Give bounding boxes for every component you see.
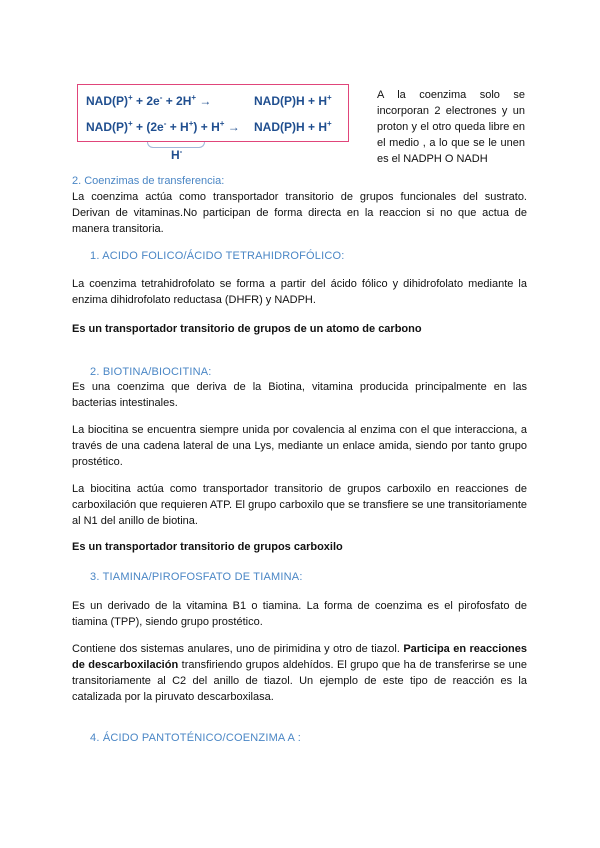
eq1-mid2: + 2H: [162, 94, 192, 108]
eq2-arrow: →: [224, 120, 240, 134]
eq2-left: NAD(P): [86, 120, 128, 134]
eq2-mid3-sup: +: [219, 119, 225, 128]
equation-line-2: [86, 119, 332, 134]
brace-label-text: H: [171, 148, 180, 162]
item-1-bold: Es un transportador transitorio de grupos de un atomo de carbono: [72, 323, 422, 335]
eq1-right: NAD(P)H + H: [254, 94, 328, 108]
item-3-heading: 3. TIAMINA/PIROFOSFATO DE TIAMINA:: [90, 571, 303, 583]
eq2-mid2: + H: [166, 120, 189, 134]
item-2-text-1: Es una coenzima que deriva de la Biotina, vitamina producida principalmente en las bacterias intestinales.: [72, 381, 527, 409]
item-3-text-2a: Contiene dos sistemas anulares, uno de pirimidina y otro de tiazol.: [72, 643, 400, 655]
eq1-left: NAD(P): [86, 94, 128, 108]
equation-box: [77, 84, 349, 142]
eq2-mid: + (2e: [132, 120, 164, 134]
eq1-mid2-sup: +: [191, 93, 197, 102]
item-2-bold: Es un transportador transitorio de grupos carboxilo: [72, 541, 343, 553]
item-3-text-2: [72, 641, 527, 705]
brace-label: [171, 148, 182, 162]
item-2-heading: 2. BIOTINA/BIOCITINA:: [90, 366, 212, 378]
section-2-text: La coenzima actúa como transportador transitorio de grupos funcionales del sustrato. Derivan de vitaminas.No participan de forma directa en la reaccion si no que actua de manera transitoria.: [72, 191, 527, 235]
section-2-title: 2. Coenzimas de transferencia:: [72, 175, 225, 187]
brace-label-sup: -: [179, 147, 183, 156]
item-2-text-2: La biocitina se encuentra siempre unida por covalencia al enzima con el que interacciona, a través de una cadena lateral de una Lys, mediante un enlace amida, siendo por tanto grupo prostético.: [72, 424, 527, 468]
eq1-right-sup: +: [327, 93, 332, 102]
item-4-heading: 4. ÁCIDO PANTOTÉNICO/COENZIMA A :: [90, 732, 301, 744]
eq1-arrow: →: [196, 94, 212, 108]
item-3-text-1: Es un derivado de la vitamina B1 o tiamina. La forma de coenzima es el pirofosfato de tiamina (TPP), siendo grupo prostético.: [72, 600, 527, 628]
eq2-right-sup: +: [327, 119, 332, 128]
item-1-text: La coenzima tetrahidrofolato se forma a partir del ácido fólico y dihidrofolato mediante la enzima dihidrofolato reductasa (DHFR) y NADPH.: [72, 278, 527, 306]
eq2-mid-sup: -: [163, 119, 167, 128]
eq2-mid2-sup: +: [188, 119, 194, 128]
eq1-mid: + 2e: [132, 94, 160, 108]
eq2-mid3: ) + H: [193, 120, 220, 134]
eq1-mid-sup: -: [159, 93, 163, 102]
equation-line-1: [86, 93, 332, 108]
eq2-left-sup: +: [128, 119, 133, 128]
eq1-left-sup: +: [128, 93, 133, 102]
item-1-heading: 1. ACIDO FOLICO/ÁCIDO TETRAHIDROFÓLICO:: [90, 250, 345, 262]
item-2-text-3: La biocitina actúa como transportador transitorio de grupos carboxilo en reacciones de carboxilación que requieren ATP. El grupo carboxilo que se transfiere se une transitoriamente al N1 del anillo de biotina.: [72, 483, 527, 527]
item-3-text-2b: Participa en reacciones de descarboxilación: [72, 643, 527, 671]
side-note: A la coenzima solo se incorporan 2 electrones y un proton y el otro queda libre en el medio , a lo que se le unen es el NADPH O NADH: [377, 89, 525, 165]
item-3-text-2c: transfiriendo grupos aldehídos. El grupo que ha de transferirse se une transitoriamente al C2 del anillo de tiazol. Un ejemplo de este tipo de reacción es la catalizada por la piruvato descarboxilasa.: [72, 659, 527, 703]
eq2-right: NAD(P)H + H: [254, 120, 328, 134]
